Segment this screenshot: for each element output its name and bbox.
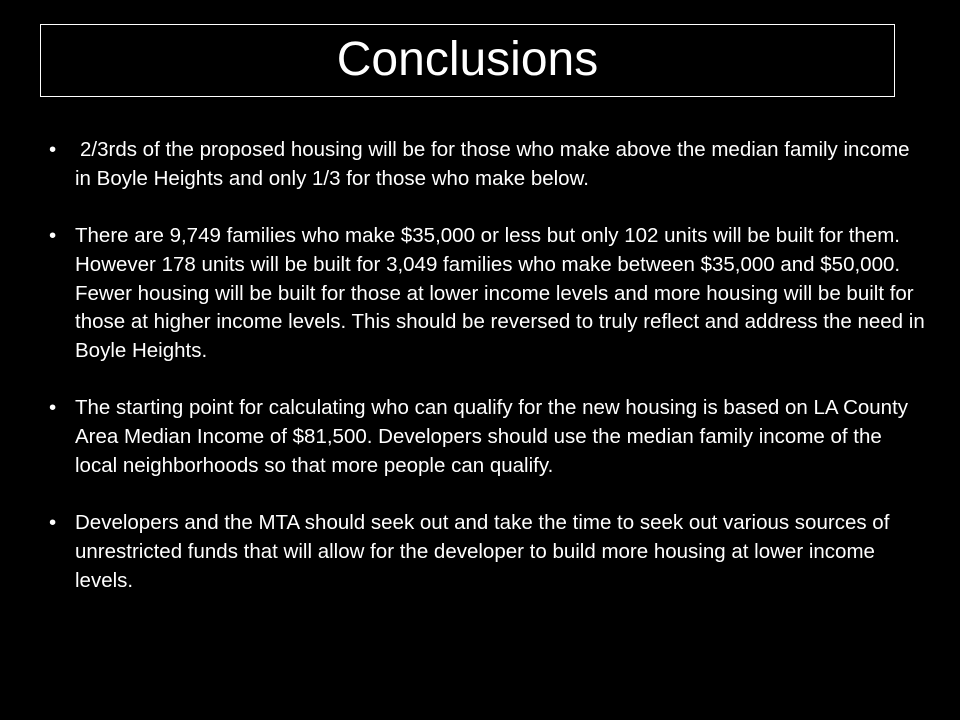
slide-title: Conclusions	[336, 32, 599, 86]
bullet-item	[45, 222, 925, 366]
bullet-marker: •	[49, 396, 57, 420]
bullet-text: Developers and the MTA should seek out and take the time to seek out various sources of unrestricted funds that will allow for the developer to build more housing at lower income levels.	[75, 511, 890, 592]
bullet-list	[45, 136, 925, 624]
bullet-marker: •	[49, 224, 57, 248]
bullet-text: There are 9,749 families who make $35,000 or less but only 102 units will be built for them. However 178 units will be built for 3,049 families who make between $35,000 and $50,000. Fewer housing will be built for those at lower income levels and more housing will be built for those at higher income levels. This should be reversed to truly reflect and address the need in Boyle Heights.	[75, 224, 925, 362]
bullet-marker: •	[49, 138, 57, 161]
bullet-item	[45, 509, 925, 595]
bullet-item	[45, 394, 925, 480]
bullet-text: 2/3rds of the proposed housing will be for those who make above the median family income in Boyle Heights and only 1/3 for those who make below.	[75, 138, 910, 190]
title-box	[40, 24, 895, 97]
bullet-item	[45, 136, 925, 193]
bullet-marker: •	[49, 511, 57, 535]
bullet-text: The starting point for calculating who can qualify for the new housing is based on LA County Area Median Income of $81,500. Developers should use the median family income of the local neighborhoods so that more people can qualify.	[75, 396, 909, 477]
